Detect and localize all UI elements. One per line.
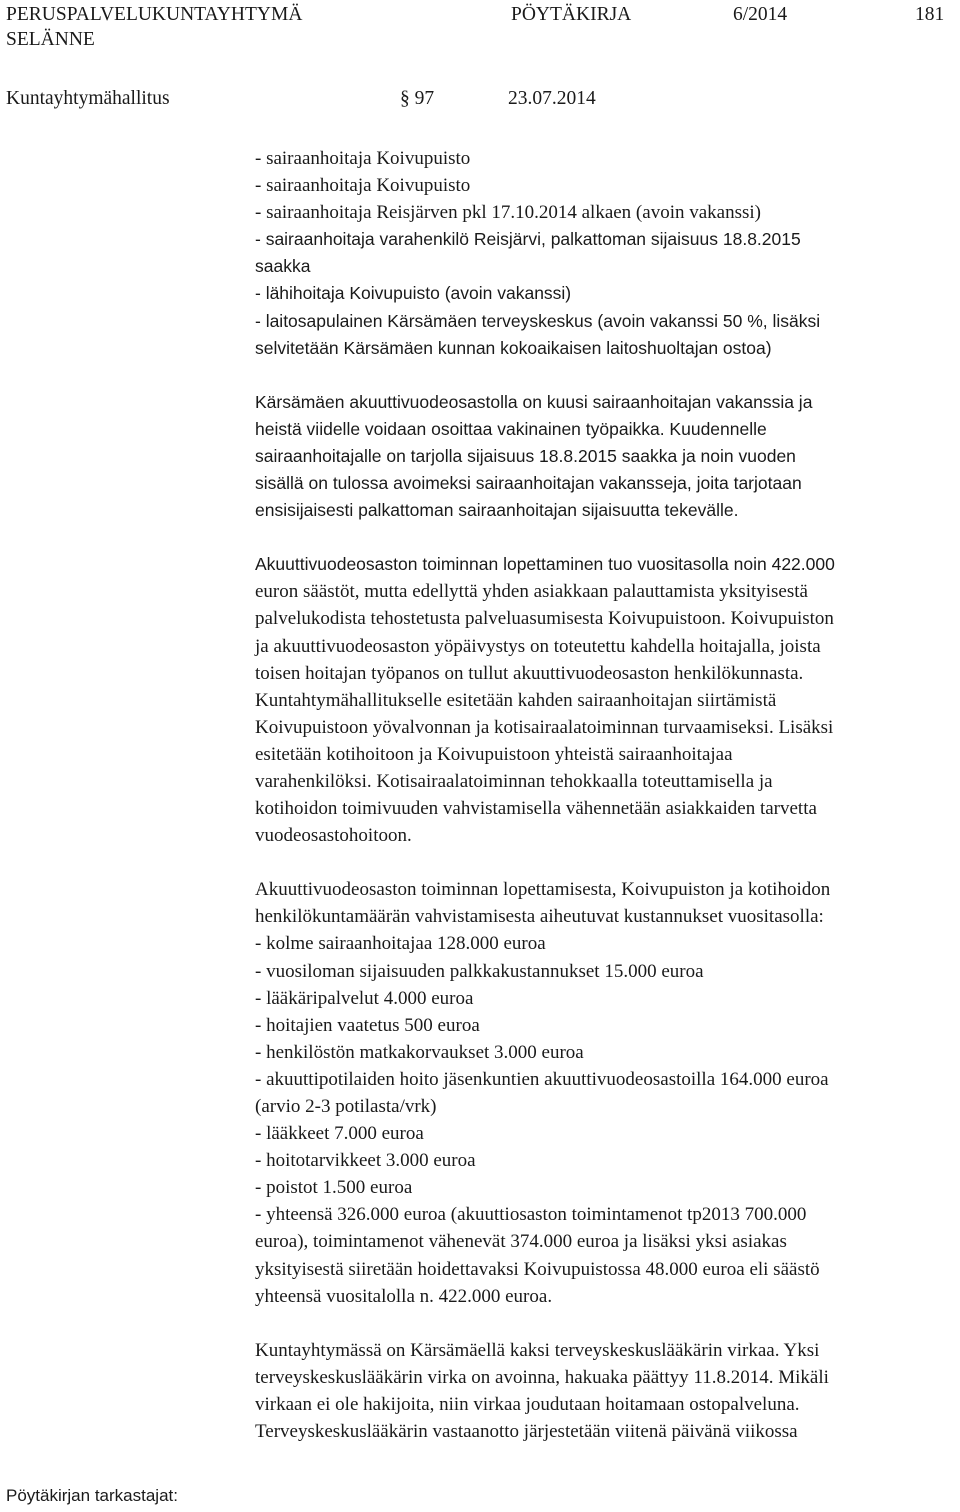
document-body [255,145,960,1445]
text-line: Akuuttivuodeosaston toiminnan lopettaminen tuo vuositasolla noin 422.000 [255,554,835,575]
text-line: - hoitotarvikkeet 3.000 euroa [255,1150,476,1172]
text-line: - lähihoitaja Koivupuisto (avoin vakanssi) [255,283,572,304]
text-line: virkaan ei ole hakijoita, niin virkaa joudutaan hoitamaan ostopalveluna. [255,1393,800,1415]
text-line: - lääkäripalvelut 4.000 euroa [255,987,474,1009]
text-line: selvitetään Kärsämäen kunnan kokoaikaisen laitoshuoltajan ostoa) [255,337,772,358]
document-number: 6/2014 [733,4,788,25]
text-line: - vuosiloman sijaisuuden palkkakustannukset 15.000 euroa [255,960,704,982]
text-line: saakka [255,256,311,277]
text-line: sisällä on tulossa avoimeksi sairaanhoitajan vakansseja, joita tarjotaan [255,473,802,494]
text-line: Akuuttivuodeosaston toiminnan lopettamisesta, Koivupuiston ja kotihoidon [255,879,831,901]
text-line: ja akuuttivuodeosaston yöpäivystys on toteutettu kahdella hoitajalla, joista [255,635,821,657]
body-paragraph [255,876,960,1310]
text-line: - akuuttipotilaiden hoito jäsenkuntien akuuttivuodeosastoilla 164.000 euroa [255,1068,829,1090]
text-line: terveyskeskuslääkärin virka on avoinna, hakuaka päättyy 11.8.2014. Mikäli [255,1366,829,1388]
text-line: - henkilöstön matkakorvaukset 3.000 euroa [255,1041,584,1063]
text-line: Koivupuistoon yövalvonnan ja kotisairaalatoiminnan turvaamiseksi. Lisäksi [255,716,834,738]
document-type: PÖYTÄKIRJA [511,4,632,25]
text-line: - sairaanhoitaja Koivupuisto [255,175,471,197]
text-line: toisen hoitajan työpanos on tullut akuuttivuodeosaston henkilökunnasta. [255,662,804,684]
body-paragraph [255,551,960,849]
text-line: vuodeosastohoitoon. [255,825,412,847]
text-line: - hoitajien vaatetus 500 euroa [255,1014,480,1036]
page-number: 181 [915,4,945,25]
text-line: henkilökuntamäärän vahvistamisesta aiheutuvat kustannukset vuositasolla: [255,906,824,928]
text-line: euron säästöt, mutta edellyttä yhden asiakkaan palauttamista yksityisestä [255,581,808,603]
organization-name: PERUSPALVELUKUNTAYHTYMÄ [6,4,303,25]
text-line: Kuntahtymähallitukselle esitetään kahden sairaanhoitajan siirtämistä [255,689,777,711]
text-line: kotihoidon toimivuuden vahvistamisella vähennetään asiakkaiden tarvetta [255,798,817,820]
text-line: ensisijaisesti palkattoman sairaanhoitajan sijaisuutta tekevälle. [255,500,739,521]
text-line: (arvio 2-3 potilasta/vrk) [255,1096,437,1117]
text-line: esitetään kotihoitoon ja Koivupuistoon yhteistä sairaanhoitajaa [255,743,733,765]
text-line: - lääkkeet 7.000 euroa [255,1123,424,1145]
text-line: - sairaanhoitaja Reisjärven pkl 17.10.2014 alkaen (avoin vakanssi) [255,202,761,224]
text-line: euroa), toimintamenot vähenevät 374.000 euroa ja lisäksi yksi asiakas [255,1231,787,1253]
section-number: § 97 [400,88,435,109]
text-line: palvelukodista tehostetusta palveluasumisesta Koivupuistoon. Koivupuiston [255,608,834,630]
text-line: Kuntayhtymässä on Kärsämäellä kaksi terveyskeskuslääkärin virkaa. Yksi [255,1339,820,1361]
text-line: Kärsämäen akuuttivuodeosastolla on kuusi sairaanhoitajan vakanssia ja [255,391,813,412]
body-paragraph [255,389,960,524]
text-line: Terveyskeskuslääkärin vastaanotto järjestetään viitenä päivänä viikossa [255,1421,798,1443]
text-line: varahenkilöksi. Kotisairaalatoiminnan tehokkaalla toteuttamisella ja [255,770,773,792]
text-line: - poistot 1.500 euroa [255,1177,413,1199]
meeting-date: 23.07.2014 [508,88,596,109]
text-line: heistä viidelle voidaan osoittaa vakinainen työpaikka. Kuudennelle [255,418,767,439]
text-line: - laitosapulainen Kärsämäen terveyskeskus (avoin vakanssi 50 %, lisäksi [255,310,821,331]
text-line: yksityisestä siiretään hoidettavaksi Koivupuistossa 48.000 euroa eli säästö [255,1258,820,1280]
body-paragraph [255,1337,960,1445]
text-line: - yhteensä 326.000 euroa (akuuttiosaston toimintamenot tp2013 700.000 [255,1204,807,1226]
body-paragraph [255,145,960,362]
text-line: yhteensä vuositalolla n. 422.000 euroa. [255,1285,553,1307]
board-name: Kuntayhtymähallitus [6,88,170,109]
text-line: - sairaanhoitaja varahenkilö Reisjärvi, palkattoman sijaisuus 18.8.2015 [255,229,801,250]
text-line: - kolme sairaanhoitajaa 128.000 euroa [255,933,546,955]
text-line: sairaanhoitajalle on tarjolla sijaisuus 18.8.2015 saakka ja noin vuoden [255,445,796,466]
text-line: - sairaanhoitaja Koivupuisto [255,148,471,169]
organization-name-line2: SELÄNNE [6,29,95,50]
minutes-reviewers-label: Pöytäkirjan tarkastajat: [6,1486,178,1505]
